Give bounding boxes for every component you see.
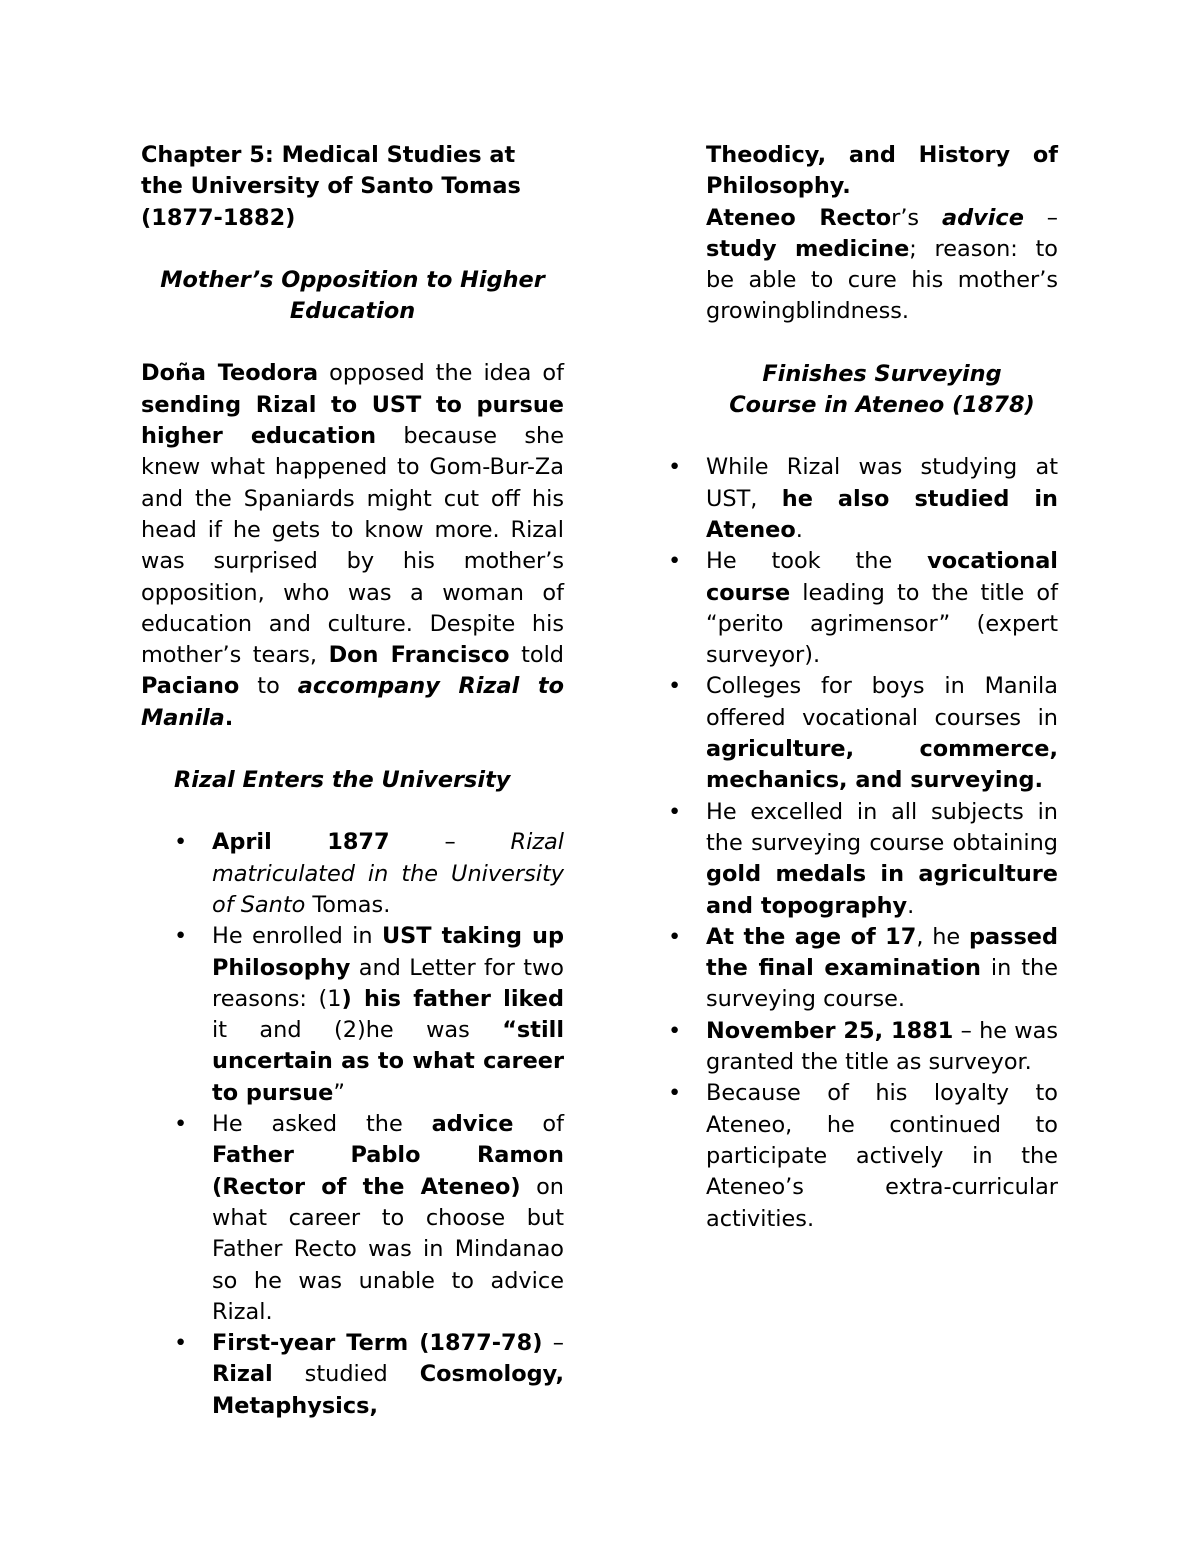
- rector-advice: Ateneo Rector’s advice – study medicine; reason: to be able to cure his mother’s growingblindness.: [706, 204, 1058, 325]
- right-bullet-list: [668, 452, 1059, 1234]
- list-item: • He excelled in all subjects in the surveying course obtaining gold medals in agriculture and topography.: [668, 798, 1058, 919]
- bullet-icon: •: [668, 923, 682, 950]
- opposition-paragraph: Doña Teodora opposed the idea of sending Rizal to UST to pursue higher education because she knew what happened to Gom-Bur-Za and the Spaniards might cut off his head if he gets to know more. Rizal was surprised by his mother’s opposition, who was a woman of education and culture. Despite his mother’s tears, Don Francisco told Paciano to accompany Rizal to Manila.: [141, 360, 565, 731]
- bullet-icon: •: [668, 454, 682, 481]
- bullet-icon: •: [174, 829, 188, 856]
- bullet-icon: •: [668, 1017, 682, 1044]
- left-column: [141, 140, 564, 1422]
- bullet-icon: •: [174, 1330, 188, 1357]
- list-item: • He asked the advice of Father Pablo Ramon (Rector of the Ateneo) on what career to choose but Father Recto was in Mindanao so he was unable to advice Rizal.: [174, 1111, 564, 1325]
- right-column: [668, 140, 1059, 1235]
- bullet-icon: •: [668, 798, 682, 825]
- chapter-title: Chapter 5: Medical Studies at the University of Santo Tomas (1877-1882): [141, 142, 521, 231]
- bullet-icon: •: [668, 548, 682, 575]
- list-item: • At the age of 17, he passed the final examination in the surveying course.: [668, 923, 1058, 1013]
- list-item: • He took the vocational course leading to the title of “perito agrimensor” (expert surveyor).: [668, 548, 1058, 669]
- list-item: • Because of his loyalty to Ateneo, he continued to participate actively in the Ateneo’s extra-curricular activities.: [668, 1080, 1058, 1232]
- bullet-icon: •: [174, 1111, 188, 1138]
- left-bullet-list: [141, 827, 564, 1422]
- bullet-icon: •: [174, 923, 188, 950]
- list-item: • Colleges for boys in Manila offered vocational courses in agriculture, commerce, mechanics, and surveying.: [668, 673, 1058, 794]
- bullet-icon: •: [668, 1080, 682, 1107]
- heading-mothers-opposition: Mother’s Opposition to Higher Education: [160, 266, 545, 325]
- bullet-icon: •: [668, 673, 682, 700]
- list-item: • He enrolled in UST taking up Philosophy and Letter for two reasons: (1) his father liked it and (2)he was “still uncertain as to what career to pursue”: [174, 923, 565, 1106]
- list-item: • First-year Term (1877-78) – Rizal studied Cosmology, Metaphysics,: [174, 1330, 564, 1419]
- philosophy-continuation: Theodicy, and History of Philosophy.: [706, 142, 1058, 200]
- heading-rizal-enters: Rizal Enters the University: [174, 767, 511, 794]
- list-item: • April 1877 – Rizal matriculated in the University of Santo Tomas.: [174, 829, 564, 918]
- heading-finishes-surveying: Finishes Surveying Course in Ateneo (1878): [729, 360, 1035, 419]
- list-item: • November 25, 1881 – he was granted the title as surveyor.: [668, 1017, 1059, 1076]
- list-item: • While Rizal was studying at UST, he also studied in Ateneo.: [668, 454, 1058, 543]
